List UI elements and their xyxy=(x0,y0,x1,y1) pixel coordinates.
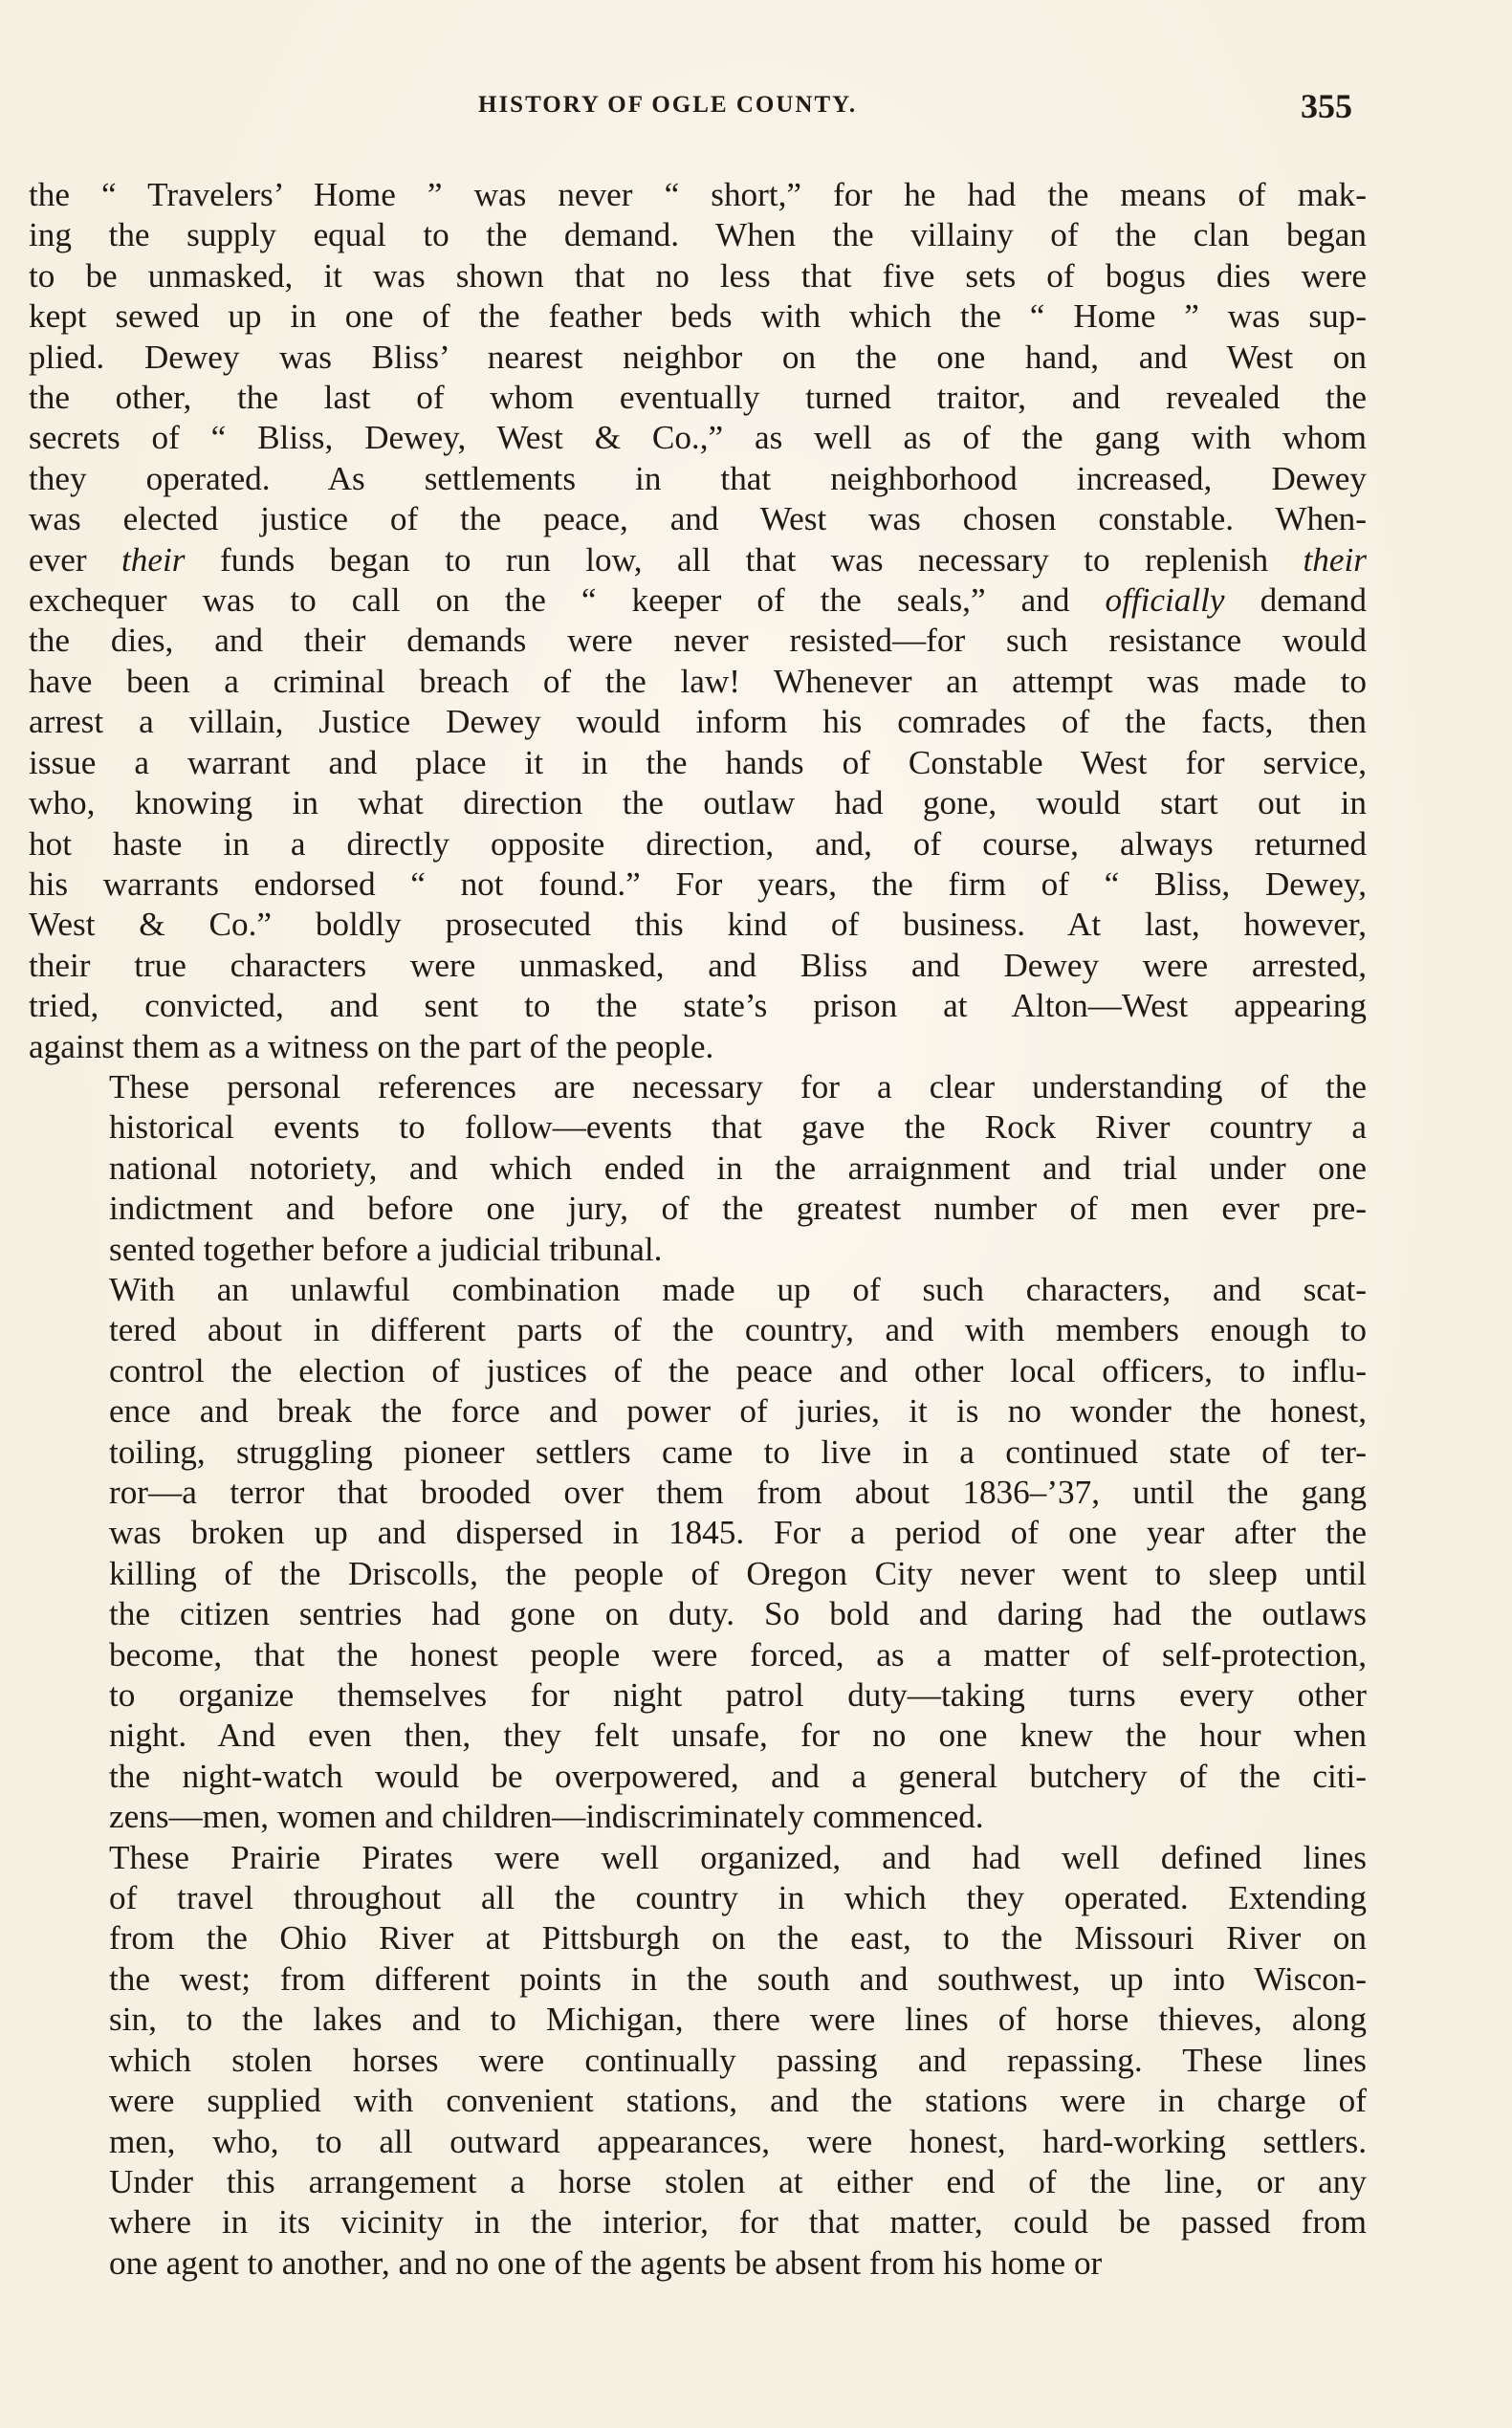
body-text xyxy=(29,175,1367,2284)
paragraph xyxy=(29,175,1367,1067)
text-line: secrets of “ Bliss, Dewey, West & Co.,” as well as of the gang with whom xyxy=(29,419,1367,457)
text-line: the “ Travelers’ Home ” was never “ short,” for he had the means of mak- xyxy=(29,176,1367,213)
text-line: men, who, to all outward appearances, were honest, hard-working settlers. xyxy=(109,2122,1367,2160)
text-line: was elected justice of the peace, and West was chosen constable. When- xyxy=(29,500,1367,538)
text-line: to be unmasked, it was shown that no less that five sets of bogus dies were xyxy=(29,256,1367,295)
paragraph xyxy=(29,1067,1367,1270)
text-line: With an unlawful combination made up of such characters, and scat- xyxy=(109,1270,1367,1308)
text-line: his warrants endorsed “ not found.” For years, the firm of “ Bliss, Dewey, xyxy=(29,864,1367,903)
text-line: These personal references are necessary for a clear understanding of the xyxy=(109,1067,1367,1105)
text-line: ence and break the force and power of juries, it is no wonder the honest, xyxy=(109,1392,1367,1431)
text-line: where in its vicinity in the interior, for that matter, could be passed from xyxy=(109,2203,1367,2242)
text-line: exchequer was to call on the “ keeper of the seals,” and officially demand xyxy=(29,581,1367,620)
text-line: tried, convicted, and sent to the state’s prison at Alton—West appearing xyxy=(29,987,1367,1025)
paragraph xyxy=(29,1270,1367,1838)
text-line: sin, to the lakes and to Michigan, there were lines of horse thieves, along xyxy=(109,2001,1367,2039)
text-line: toiling, struggling pioneer settlers came to live in a continued state of ter- xyxy=(109,1433,1367,1471)
text-line: they operated. As settlements in that neighborhood increased, Dewey xyxy=(29,459,1367,497)
text-line: Under this arrangement a horse stolen at either end of the line, or any xyxy=(109,2162,1367,2200)
text-line: issue a warrant and place it in the hands of Constable West for service, xyxy=(29,743,1367,781)
text-line: hot haste in a directly opposite direction, and, of course, always returned xyxy=(29,824,1367,863)
text-line: killing of the Driscolls, the people of Oregon City never went to sleep until xyxy=(109,1554,1367,1592)
text-line: which stolen horses were continually passing and repassing. These lines xyxy=(109,2041,1367,2079)
text-line: ing the supply equal to the demand. When the villainy of the clan began xyxy=(29,216,1367,254)
text-line: West & Co.” boldly prosecuted this kind of business. At last, however, xyxy=(29,906,1367,944)
text-line: sented together before a judicial tribunal. xyxy=(109,1230,663,1268)
text-line: who, knowing in what direction the outlaw had gone, would start out in xyxy=(29,784,1367,822)
text-line: kept sewed up in one of the feather beds with which the “ Home ” was sup- xyxy=(29,297,1367,336)
text-line: to organize themselves for night patrol duty—taking turns every other xyxy=(109,1676,1367,1715)
text-line: These Prairie Pirates were well organized, and had well defined lines xyxy=(109,1838,1367,1876)
text-line: from the Ohio River at Pittsburgh on the east, to the Missouri River on xyxy=(109,1919,1367,1958)
text-line: the other, the last of whom eventually turned traitor, and revealed the xyxy=(29,379,1367,417)
page-number: 355 xyxy=(1301,87,1352,125)
text-line: ror—a terror that brooded over them from about 1836–’37, until the gang xyxy=(109,1474,1367,1511)
text-line: zens—men, women and children—indiscriminately commenced. xyxy=(109,1798,984,1836)
text-line: historical events to follow—events that gave the Rock River country a xyxy=(109,1108,1367,1147)
text-line: control the election of justices of the peace and other local officers, to influ- xyxy=(109,1351,1367,1389)
text-line: have been a criminal breach of the law! Whenever an attempt was made to xyxy=(29,662,1367,700)
text-line: national notoriety, and which ended in the arraignment and trial under one xyxy=(109,1148,1367,1187)
text-line: of travel throughout all the country in which they operated. Extending xyxy=(109,1879,1367,1917)
text-line: was broken up and dispersed in 1845. For a period of one year after the xyxy=(109,1514,1367,1552)
running-title: HISTORY OF OGLE COUNTY. xyxy=(478,92,858,118)
text-line: the citizen sentries had gone on duty. So bold and daring had the outlaws xyxy=(109,1595,1367,1633)
text-line: one agent to another, and no one of the agents be absent from his home or xyxy=(109,2243,1103,2282)
italic-word: their xyxy=(121,540,186,579)
text-line: the west; from different points in the south and southwest, up into Wiscon- xyxy=(109,1959,1367,1998)
text-line: become, that the honest people were forced, as a matter of self-protection, xyxy=(109,1635,1367,1673)
text-line: arrest a villain, Justice Dewey would inform his comrades of the facts, then xyxy=(29,703,1367,741)
text-line: indictment and before one jury, of the greatest number of men ever pre- xyxy=(109,1190,1367,1228)
paragraph xyxy=(29,1838,1367,2284)
text-line: the dies, and their demands were never resisted—for such resistance would xyxy=(29,622,1367,660)
italic-word: their xyxy=(1303,540,1367,579)
text-line: ever their funds began to run low, all that was necessary to replenish their xyxy=(29,540,1367,579)
text-line: plied. Dewey was Bliss’ nearest neighbor on the one hand, and West on xyxy=(29,338,1367,376)
italic-word: officially xyxy=(1105,581,1225,620)
text-line: were supplied with convenient stations, and the stations were in charge of xyxy=(109,2082,1367,2120)
text-line: the night-watch would be overpowered, and a general butchery of the citi- xyxy=(109,1757,1367,1795)
text-line: night. And even then, they felt unsafe, for no one knew the hour when xyxy=(109,1717,1367,1755)
text-line: their true characters were unmasked, and Bliss and Dewey were arrested, xyxy=(29,946,1367,984)
text-line: against them as a witness on the part of the people. xyxy=(29,1027,714,1065)
running-head xyxy=(29,87,1368,130)
text-line: tered about in different parts of the country, and with members enough to xyxy=(109,1311,1367,1349)
